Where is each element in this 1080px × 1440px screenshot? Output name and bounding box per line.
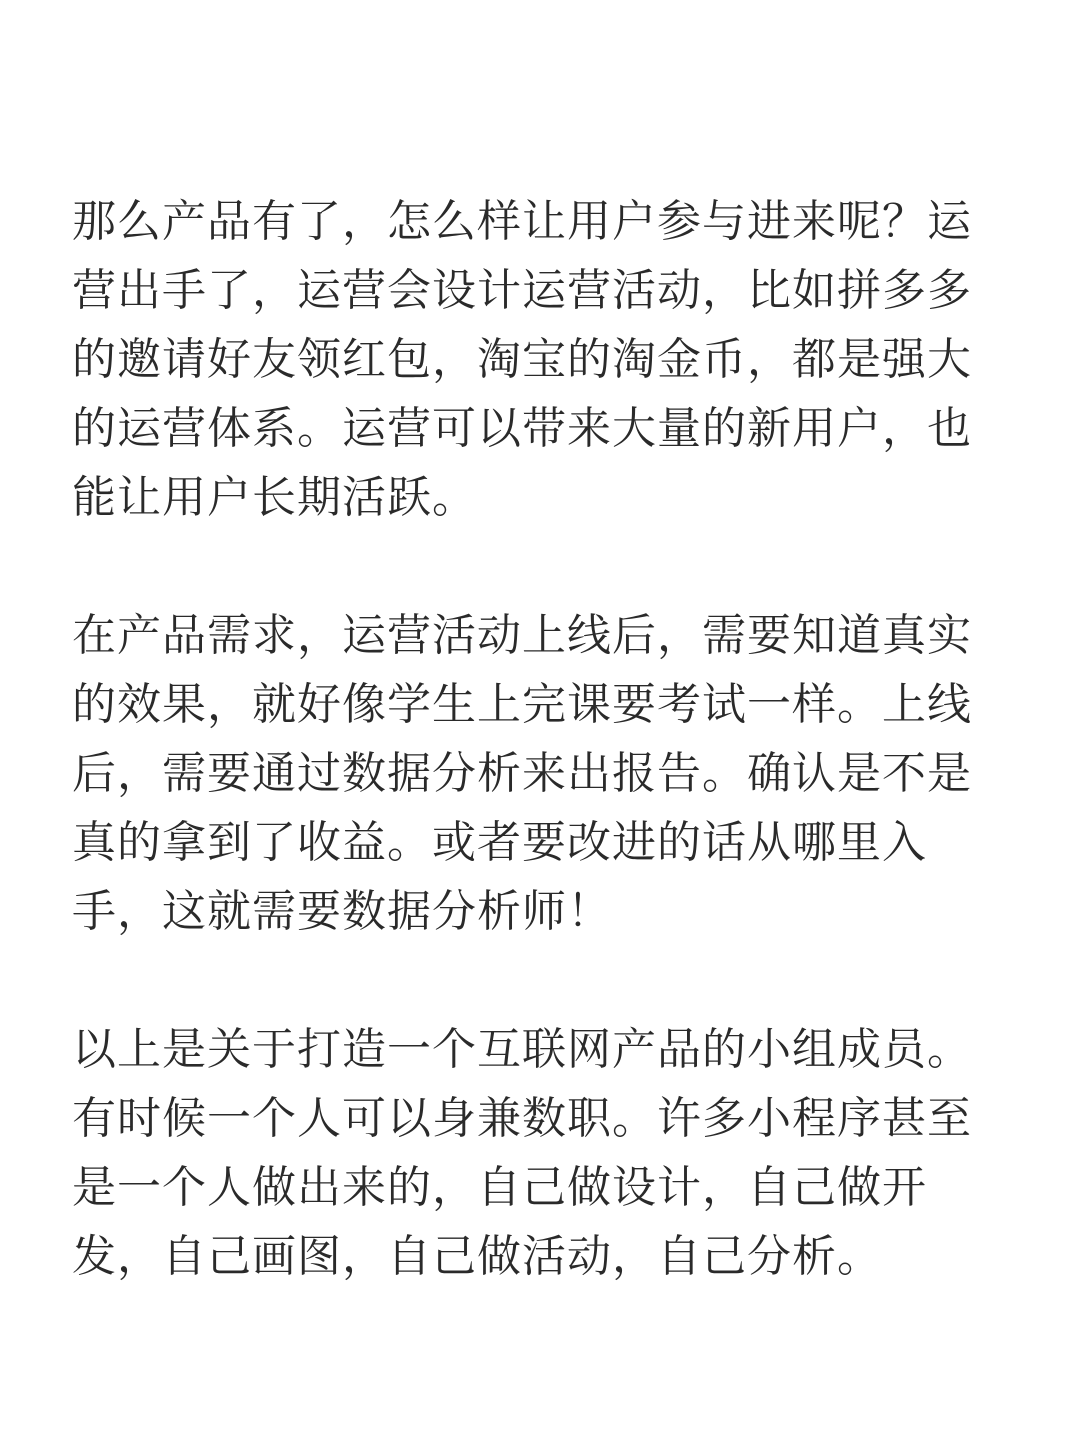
text-line: 营出手了，运营会设计运营活动，比如拼多多 bbox=[72, 265, 972, 316]
text-line: 是一个人做出来的，自己做设计，自己做开 bbox=[72, 1162, 927, 1213]
text-line: 以上是关于打造一个互联网产品的小组成员。 bbox=[72, 1024, 972, 1075]
text-line: 手，这就需要数据分析师！ bbox=[72, 886, 612, 937]
text-line: 有时候一个人可以身兼数职。许多小程序甚至 bbox=[72, 1093, 972, 1144]
text-line: 的邀请好友领红包，淘宝的淘金币，都是强大 bbox=[72, 334, 972, 385]
text-line: 后，需要通过数据分析来出报告。确认是不是 bbox=[72, 748, 972, 799]
paragraph-data-analysis bbox=[72, 601, 1012, 946]
text-line: 在产品需求，运营活动上线后，需要知道真实 bbox=[72, 610, 972, 661]
text-line: 能让用户长期活跃。 bbox=[72, 472, 477, 523]
text-line: 发，自己画图，自己做活动，自己分析。 bbox=[72, 1231, 882, 1282]
text-line: 真的拿到了收益。或者要改进的话从哪里入 bbox=[72, 817, 927, 868]
article-body bbox=[72, 187, 1012, 1291]
text-line: 那么产品有了，怎么样让用户参与进来呢？运 bbox=[72, 196, 972, 247]
text-line: 的效果，就好像学生上完课要考试一样。上线 bbox=[72, 679, 972, 730]
text-line: 的运营体系。运营可以带来大量的新用户，也 bbox=[72, 403, 972, 454]
paragraph-summary bbox=[72, 1015, 1012, 1291]
paragraph-operations bbox=[72, 187, 1012, 532]
